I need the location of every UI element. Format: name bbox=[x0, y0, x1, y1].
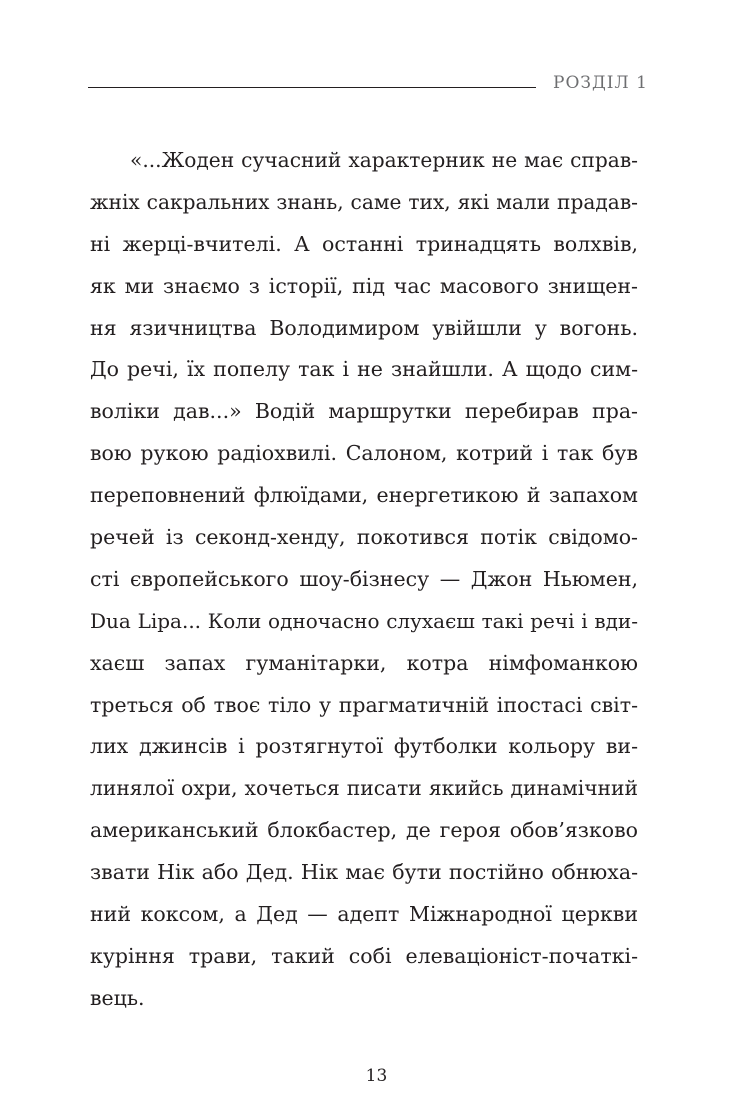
page-number: 13 bbox=[365, 1066, 388, 1086]
text-line: вець. bbox=[90, 985, 145, 1010]
text-line: речей із секонд-хенду, покотився потік свідомо- bbox=[90, 525, 638, 550]
text-line: Dua Lipa... Коли одночасно слухаєш такі речі і вди- bbox=[90, 608, 638, 633]
text-line: ні жерці-вчителі. А останні тринадцять волхвів, bbox=[90, 231, 638, 256]
text-line: американський блокбастер, де героя обов’язково bbox=[90, 818, 638, 843]
text-line: До речі, їх попелу так і не знайшли. А щодо сим- bbox=[90, 357, 638, 382]
text-line: сті європейського шоу-бізнесу — Джон Ньюмен, bbox=[90, 566, 638, 591]
text-line: жніх сакральних знань, саме тих, які мали прадав- bbox=[90, 189, 638, 214]
body-paragraph bbox=[90, 140, 638, 1020]
chapter-label: РОЗДІЛ 1 bbox=[553, 73, 648, 93]
text-line: воліки дав...» Водій маршрутки перебирав пра- bbox=[90, 399, 638, 424]
text-line: куріння трави, такий собі елеваціоніст-початкі- bbox=[90, 943, 638, 968]
text-line: треться об твоє тіло у прагматичній іпостасі світ- bbox=[90, 692, 638, 717]
text-line: лих джинсів і розтягнутої футболки кольору ви- bbox=[90, 734, 638, 759]
text-line: як ми знаємо з історії, під час масового знищен- bbox=[90, 273, 638, 298]
header-rule bbox=[88, 87, 536, 88]
text-line: вою рукою радіохвилі. Салоном, котрий і так був bbox=[90, 441, 638, 466]
text-line: «...Жоден сучасний характерник не має справ- bbox=[130, 148, 638, 172]
text-line: ня язичництва Володимиром увійшли у вогонь. bbox=[90, 315, 638, 340]
text-line: звати Нік або Дед. Нік має бути постійно обнюха- bbox=[90, 860, 638, 885]
text-line: переповнений флюїдами, енергетикою й запахом bbox=[90, 483, 638, 508]
text-line: хаєш запах гуманітарки, котра німфоманкою bbox=[90, 650, 638, 675]
text-line: ний коксом, а Дед — адепт Міжнародної церкви bbox=[90, 902, 638, 927]
text-line: линялої охри, хочеться писати якийсь динамічний bbox=[90, 776, 638, 801]
